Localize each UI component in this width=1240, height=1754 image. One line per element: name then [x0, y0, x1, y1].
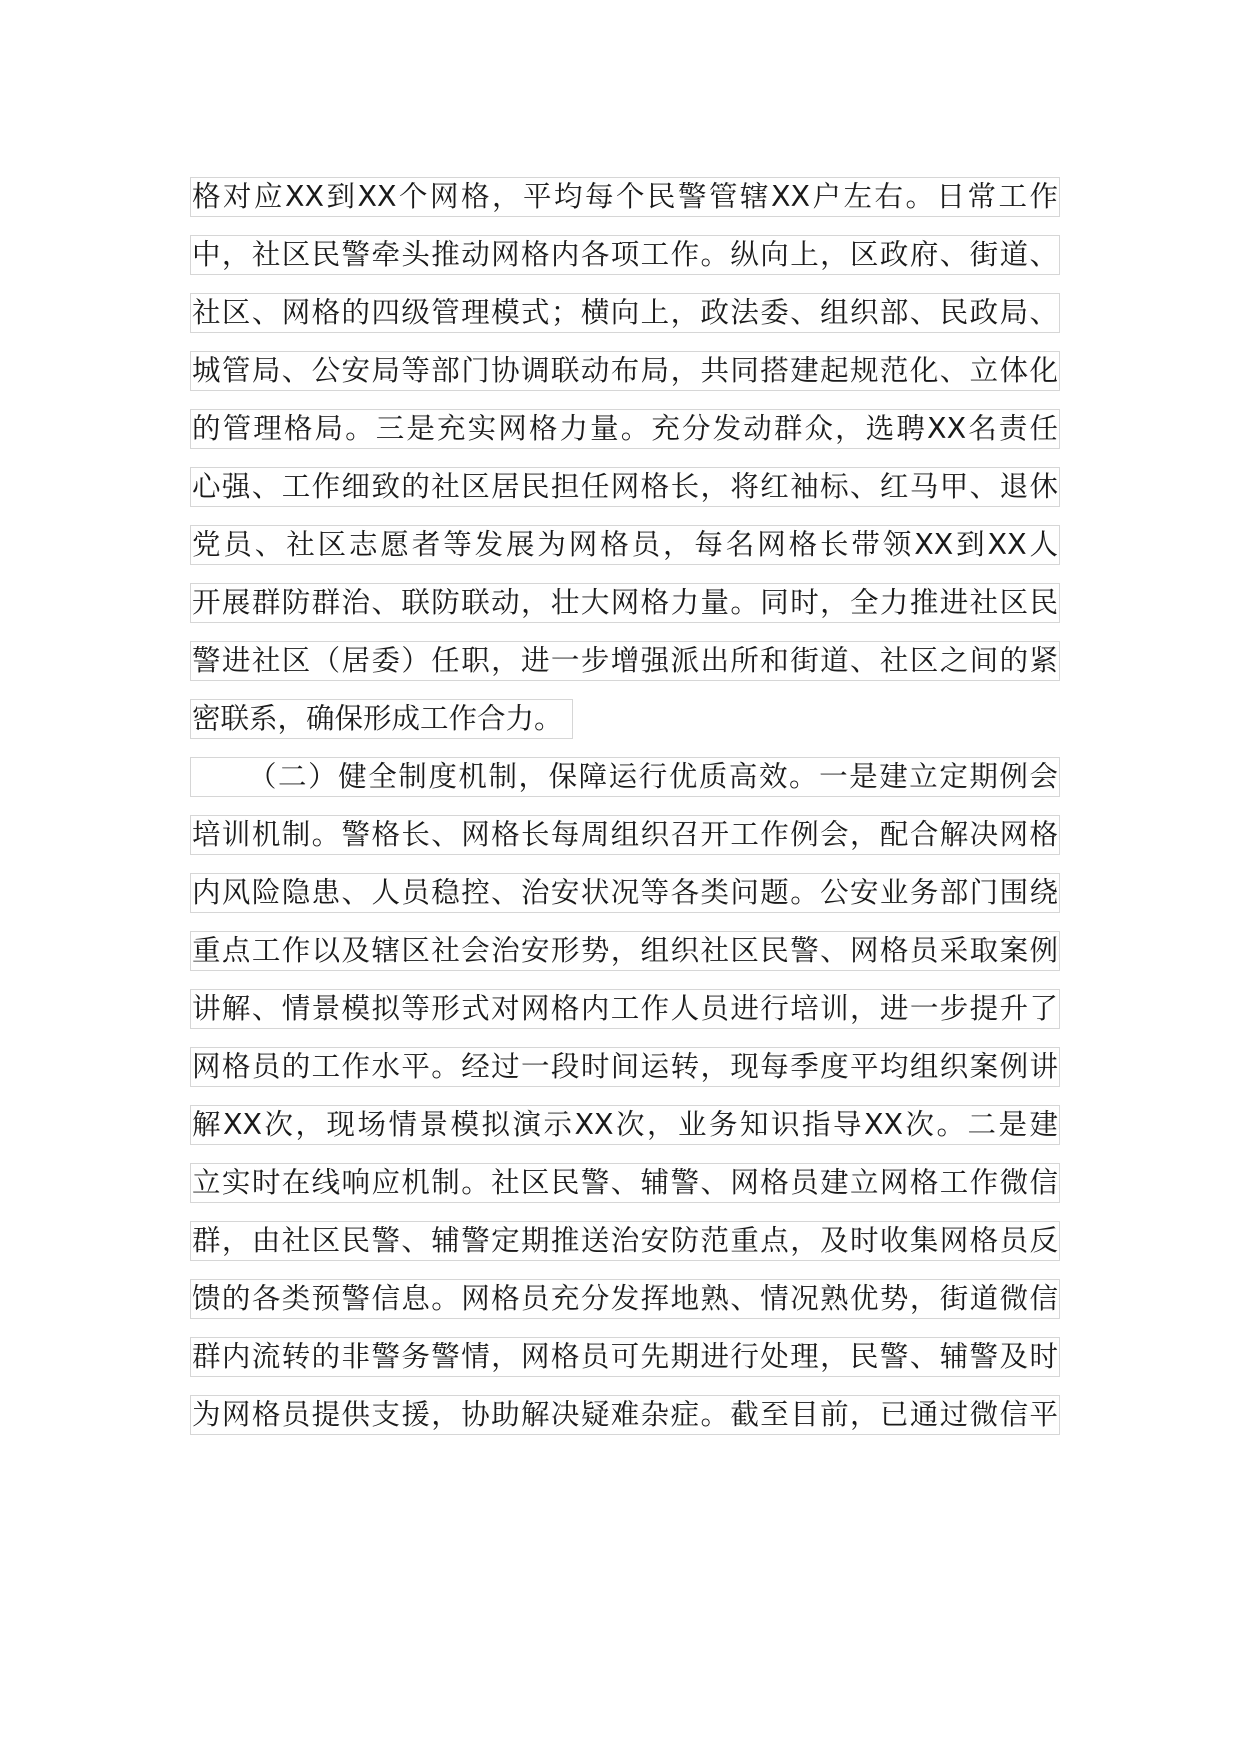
text-line: 培训机制。警格长、网格长每周组织召开工作例会，配合解决网格	[190, 815, 1060, 855]
text-line: 网格员的工作水平。经过一段时间运转，现每季度平均组织案例讲	[190, 1047, 1060, 1087]
text-line: 立实时在线响应机制。社区民警、辅警、网格员建立网格工作微信	[190, 1163, 1060, 1203]
paragraph-heading-line: （二）健全制度机制，保障运行优质高效。一是建立定期例会	[190, 757, 1060, 797]
text-line: 格对应XX到XX个网格，平均每个民警管辖XX户左右。日常工作	[190, 177, 1060, 217]
text-line: 社区、网格的四级管理模式；横向上，政法委、组织部、民政局、	[190, 293, 1060, 333]
text-line: 重点工作以及辖区社会治安形势，组织社区民警、网格员采取案例	[190, 931, 1060, 971]
text-line: 内风险隐患、人员稳控、治安状况等各类问题。公安业务部门围绕	[190, 873, 1060, 913]
text-line: 群内流转的非警务警情，网格员可先期进行处理，民警、辅警及时	[190, 1337, 1060, 1377]
text-line: 解XX次，现场情景模拟演示XX次，业务知识指导XX次。二是建	[190, 1105, 1060, 1145]
text-line: 城管局、公安局等部门协调联动布局，共同搭建起规范化、立体化	[190, 351, 1060, 391]
text-line: 警进社区（居委）任职，进一步增强派出所和街道、社区之间的紧	[190, 641, 1060, 681]
text-line: 开展群防群治、联防联动，壮大网格力量。同时，全力推进社区民	[190, 583, 1060, 623]
text-line: 馈的各类预警信息。网格员充分发挥地熟、情况熟优势，街道微信	[190, 1279, 1060, 1319]
text-line: 党员、社区志愿者等发展为网格员，每名网格长带领XX到XX人	[190, 525, 1060, 565]
text-line: 心强、工作细致的社区居民担任网格长，将红袖标、红马甲、退休	[190, 467, 1060, 507]
text-line: 为网格员提供支援，协助解决疑难杂症。截至目前，已通过微信平	[190, 1395, 1060, 1435]
text-line: 的管理格局。三是充实网格力量。充分发动群众，选聘XX名责任	[190, 409, 1060, 449]
text-line: 密联系，确保形成工作合力。	[190, 699, 573, 739]
text-line: 群，由社区民警、辅警定期推送治安防范重点，及时收集网格员反	[190, 1221, 1060, 1261]
text-line: 讲解、情景模拟等形式对网格内工作人员进行培训，进一步提升了	[190, 989, 1060, 1029]
text-line: 中，社区民警牵头推动网格内各项工作。纵向上，区政府、街道、	[190, 235, 1060, 275]
